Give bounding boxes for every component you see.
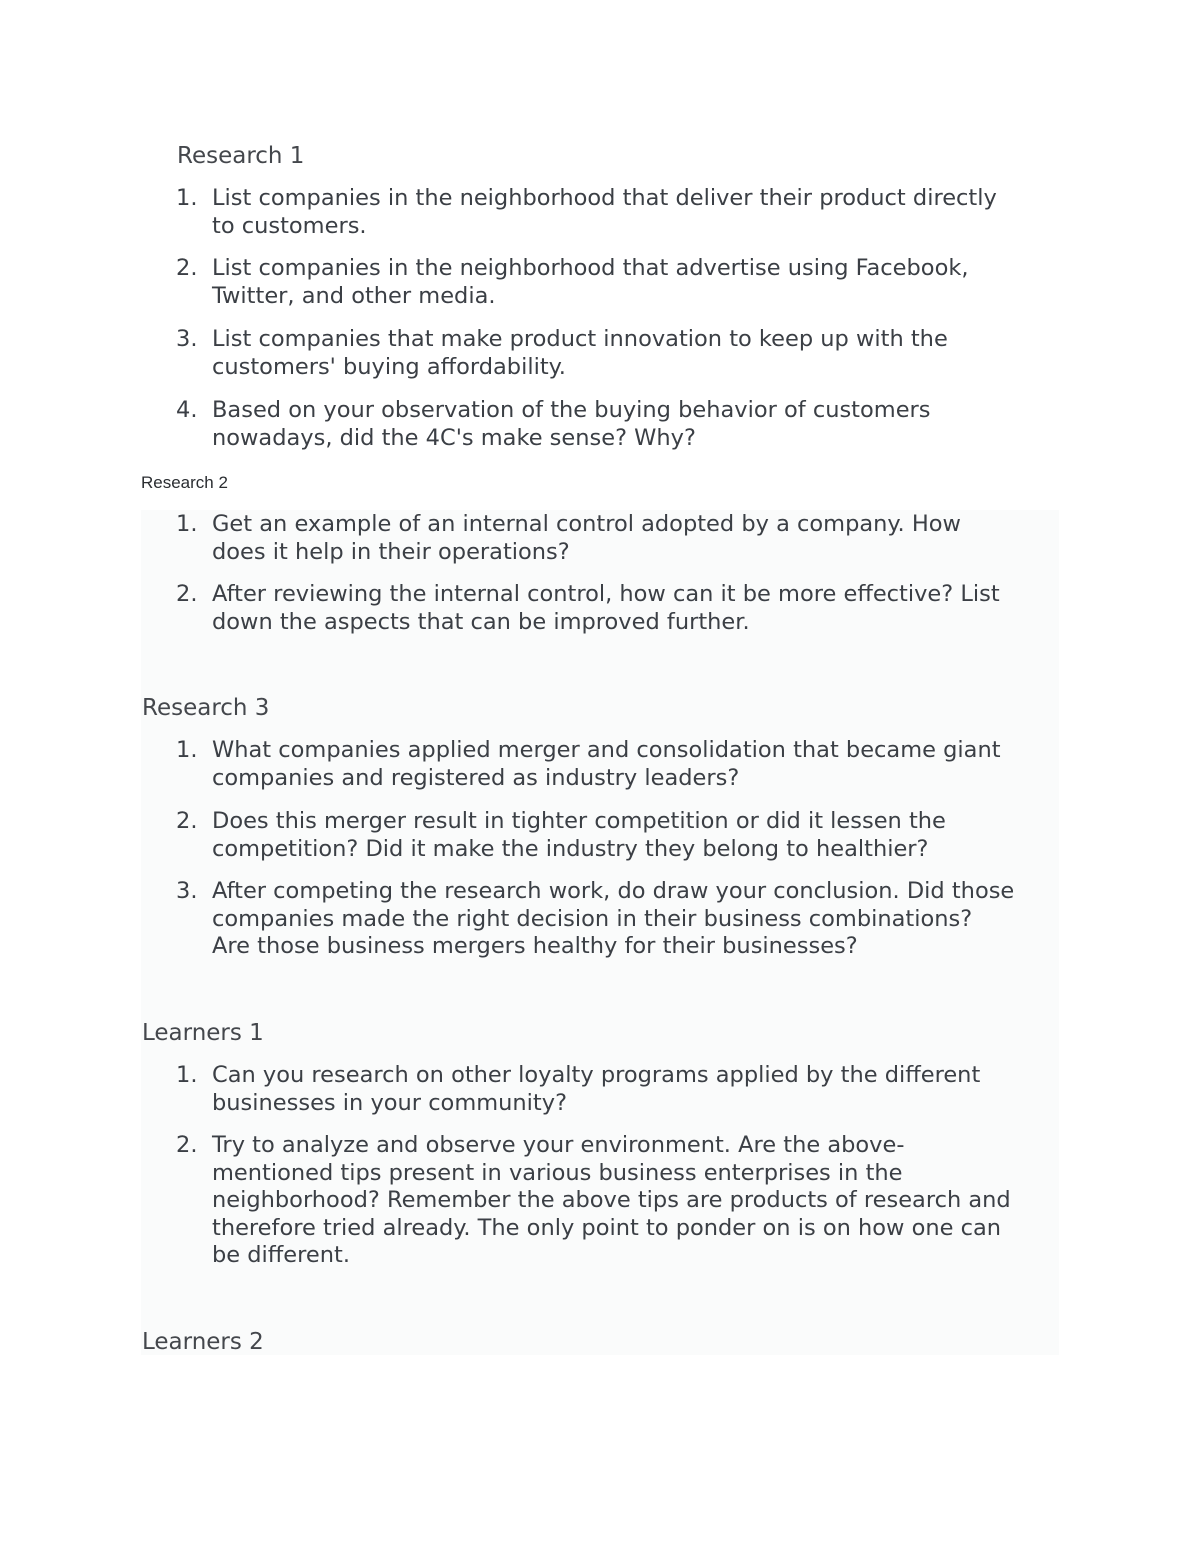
list-number: 4. bbox=[176, 397, 198, 423]
list-number: 3. bbox=[176, 878, 198, 904]
list-text: After competing the research work, do draw your conclusion. Did those companies made the right decision in their business combinations? Are those business mergers healthy for their businesses? bbox=[212, 878, 1015, 959]
list-text: Try to analyze and observe your environment. Are the above- mentioned tips present in various business enterprises in the neighborhood? Remember the above tips are products of research and therefore tried already. The only point to ponder on is on how one can be different. bbox=[212, 1132, 1011, 1268]
list-number: 1. bbox=[176, 737, 198, 763]
list-number: 3. bbox=[176, 326, 198, 352]
list-number: 2. bbox=[176, 581, 198, 607]
section-heading: Research 3 bbox=[142, 695, 270, 721]
list-number: 2. bbox=[176, 255, 198, 281]
list-text: Does this merger result in tighter competition or did it lessen the competition? Did it make the industry they belong to healthier? bbox=[212, 808, 946, 862]
section-heading: Learners 2 bbox=[142, 1329, 264, 1355]
list-text: Based on your observation of the buying behavior of customers nowadays, did the 4C's make sense? Why? bbox=[212, 397, 931, 451]
list-text: After reviewing the internal control, how can it be more effective? List down the aspects that can be improved further. bbox=[212, 581, 1000, 635]
list-text: What companies applied merger and consolidation that became giant companies and registered as industry leaders? bbox=[212, 737, 1001, 791]
list-text: List companies in the neighborhood that advertise using Facebook, Twitter, and other media. bbox=[212, 255, 969, 309]
section-heading: Research 1 bbox=[177, 143, 305, 169]
list-number: 1. bbox=[176, 511, 198, 537]
list-text: Get an example of an internal control adopted by a company. How does it help in their operations? bbox=[212, 511, 961, 565]
list-number: 1. bbox=[176, 185, 198, 211]
list-text: Can you research on other loyalty programs applied by the different businesses in your community? bbox=[212, 1062, 981, 1116]
list-number: 2. bbox=[176, 808, 198, 834]
section-heading: Learners 1 bbox=[142, 1020, 264, 1046]
list-number: 2. bbox=[176, 1132, 198, 1158]
list-text: List companies that make product innovation to keep up with the customers' buying affordability. bbox=[212, 326, 948, 380]
list-number: 1. bbox=[176, 1062, 198, 1088]
list-text: List companies in the neighborhood that deliver their product directly to customers. bbox=[212, 185, 997, 239]
section-heading: Research 2 bbox=[141, 473, 228, 492]
